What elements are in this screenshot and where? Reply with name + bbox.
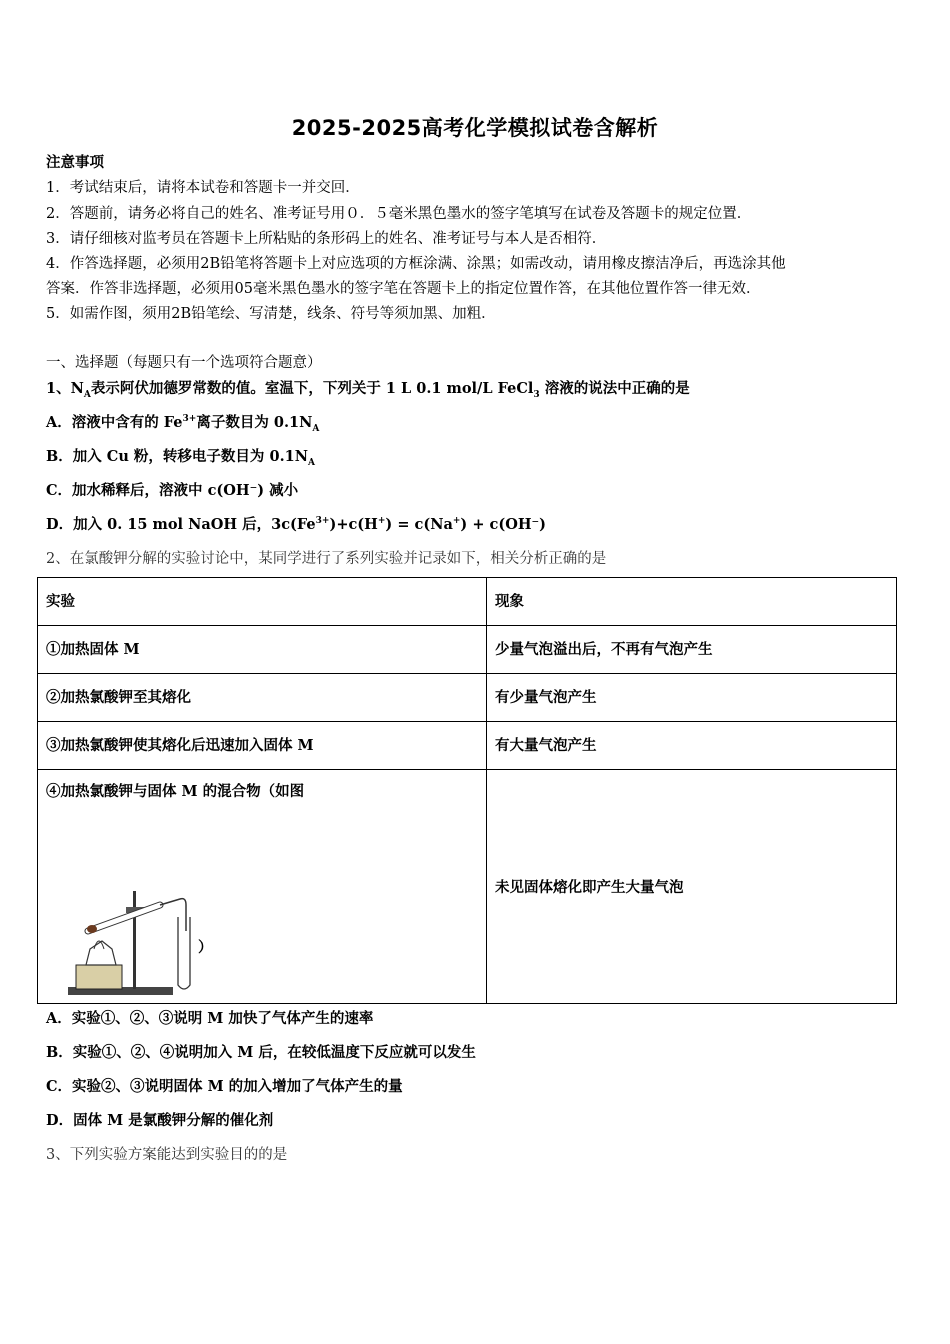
question-3-stem: 3、下列实验方案能达到实验目的的是	[46, 1147, 288, 1163]
question-2-option-d: D．固体 M 是氯酸钾分解的催化剂	[46, 1112, 274, 1129]
table-header-cell: 现象	[487, 578, 897, 626]
page-title: 2025-2025高考化学模拟试卷含解析	[291, 116, 659, 140]
table-cell: ③加热氯酸钾使其熔化后迅速加入固体 M	[38, 722, 487, 770]
table-header-cell: 实验	[38, 578, 487, 626]
notice-item: 3．请仔细核对监考员在答题卡上所粘贴的条形码上的姓名、准考证号与本人是否相符．	[46, 231, 607, 247]
table-cell: 有大量气泡产生	[487, 722, 897, 770]
notice-item: 4．作答选择题，必须用2B铅笔将答题卡上对应选项的方框涂满、涂黑；如需改动，请用橡皮擦洁净后，再选涂其他	[46, 256, 786, 272]
question-1-option-a: A．溶液中含有的 $Fe^{3+}$离子数目为 $0.1N_A$	[46, 414, 320, 434]
table-row	[38, 722, 897, 770]
question-2-option-c: C．实验②、③说明固体 M 的加入增加了气体产生的量	[46, 1078, 403, 1095]
table-row	[38, 626, 897, 674]
table-header-row	[38, 578, 897, 626]
notice-item: 5．如需作图，须用2B铅笔绘、写清楚，线条、符号等须加黑、加粗．	[46, 306, 496, 322]
table-row	[38, 674, 897, 722]
table-cell: 未见固体熔化即产生大量气泡	[487, 770, 897, 1004]
table-cell: ①加热固体 M	[38, 626, 487, 674]
question-1-option-b: B．加入 Cu 粉，转移电子数目为 $0.1N_A$	[46, 448, 315, 468]
heating-apparatus-image	[68, 891, 198, 1001]
notice-heading: 注意事项	[46, 154, 104, 171]
table-cell	[38, 770, 487, 1004]
table-cell-text: ④加热氯酸钾与固体 M 的混合物（如图	[46, 783, 305, 800]
table-cell: ②加热氯酸钾至其熔化	[38, 674, 487, 722]
table-cell: 有少量气泡产生	[487, 674, 897, 722]
notice-item: 2．答题前，请务必将自己的姓名、准考证号用０．５毫米黑色墨水的签字笔填写在试卷及答题卡的规定位置．	[46, 206, 752, 222]
question-2-option-a: A．实验①、②、③说明 M 加快了气体产生的速率	[46, 1010, 374, 1027]
question-1-stem: 1、$N_A$表示阿伏加德罗常数的值。室温下，下列关于 1 L 0.1 mol/L FeCl$_3$ 溶液的说法中正确的是	[46, 380, 690, 400]
figure-paren: ）	[198, 939, 213, 956]
apparatus-figure	[46, 801, 478, 1001]
table-row	[38, 770, 897, 1004]
notice-item: 1．考试结束后，请将本试卷和答题卡一并交回．	[46, 180, 360, 196]
question-2-stem: 2、在氯酸钾分解的实验讨论中，某同学进行了系列实验并记录如下，相关分析正确的是	[46, 551, 607, 567]
question-1-option-c: C．加水稀释后，溶液中 c(OH⁻) 减小	[46, 482, 299, 499]
notice-item: 答案．作答非选择题，必须用05毫米黑色墨水的签字笔在答题卡上的指定位置作答，在其他位置作答一律无效．	[46, 281, 761, 297]
question-2-option-b: B．实验①、②、④说明加入 M 后，在较低温度下反应就可以发生	[46, 1044, 476, 1061]
table-cell: 少量气泡溢出后，不再有气泡产生	[487, 626, 897, 674]
experiment-table	[37, 577, 897, 1004]
question-1-option-d: D．加入 0. 15 mol NaOH 后，$3c(Fe^{3+})+c(H^+) = c(Na^+) + c(OH^-)$	[46, 516, 547, 533]
section-heading: 一、选择题（每题只有一个选项符合题意）	[46, 355, 322, 371]
